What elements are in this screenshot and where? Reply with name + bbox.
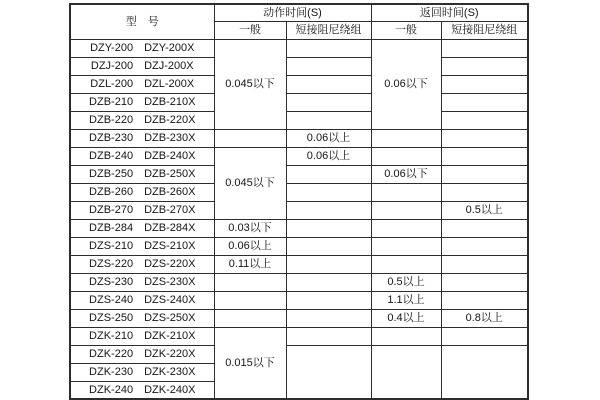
model-number: DZL-200	[90, 77, 134, 90]
table-row	[70, 111, 528, 129]
return-damped-cell	[441, 219, 528, 237]
model-cell	[70, 39, 214, 57]
model-number-x-variant: DZS-220X	[144, 257, 196, 270]
header-model: 型 号	[70, 4, 214, 39]
relay-timing-table-container	[69, 3, 529, 400]
model-number-x-variant: DZB-220X	[144, 113, 196, 126]
model-cell	[70, 345, 214, 363]
table-row	[70, 309, 528, 327]
model-cell	[70, 291, 214, 309]
return-damped-cell: 0.8以上	[441, 309, 528, 327]
action-damped-cell	[286, 273, 371, 291]
header-return-damped-winding: 短接阻尼绕组	[441, 21, 528, 39]
header-return-time-group: 返回时间(S)	[371, 4, 528, 21]
model-number-x-variant: DZS-250X	[144, 311, 196, 324]
header-action-damped-winding: 短接阻尼绕组	[286, 21, 371, 39]
return-general-cell	[371, 255, 441, 273]
return-damped-cell	[441, 327, 528, 345]
model-cell	[70, 57, 214, 75]
model-number: DZS-240	[89, 293, 134, 306]
table-row	[70, 147, 528, 165]
return-general-cell	[371, 201, 441, 219]
model-number: DZS-210	[89, 239, 134, 252]
action-damped-cell	[286, 39, 371, 57]
action-damped-cell	[286, 75, 371, 93]
model-cell	[70, 273, 214, 291]
model-cell	[70, 237, 214, 255]
model-number-x-variant: DZL-200X	[144, 77, 195, 90]
action-general-cell: 0.045以下	[214, 147, 286, 219]
table-row	[70, 129, 528, 147]
return-damped-cell	[441, 147, 528, 165]
model-number-x-variant: DZK-230X	[144, 365, 196, 378]
relay-timing-spec-table	[69, 3, 529, 400]
return-damped-cell	[441, 129, 528, 147]
model-number: DZK-220	[89, 347, 134, 360]
action-damped-cell	[286, 291, 371, 309]
header-action-general: 一般	[214, 21, 286, 39]
action-damped-cell	[286, 219, 371, 237]
table-row	[70, 273, 528, 291]
return-general-cell: 0.4以上	[371, 309, 441, 327]
return-damped-cell	[441, 183, 528, 201]
model-number: DZB-270	[89, 203, 134, 216]
model-number: DZB-260	[89, 185, 134, 198]
table-row	[70, 219, 528, 237]
return-damped-cell	[441, 273, 528, 291]
model-cell	[70, 147, 214, 165]
model-number-x-variant: DZB-270X	[144, 203, 196, 216]
action-damped-cell	[286, 237, 371, 255]
model-number: DZS-230	[89, 275, 134, 288]
model-number: DZK-240	[89, 383, 134, 396]
return-damped-cell	[441, 93, 528, 111]
return-general-cell	[371, 147, 441, 165]
return-damped-cell: 0.5以上	[441, 201, 528, 219]
model-number: DZB-210	[89, 95, 134, 108]
model-number-x-variant: DZB-284X	[144, 221, 196, 234]
table-row	[70, 255, 528, 273]
model-number: DZS-250	[89, 311, 134, 324]
model-number-x-variant: DZB-210X	[144, 95, 196, 108]
return-damped-cell	[441, 75, 528, 93]
model-number-x-variant: DZS-240X	[144, 293, 196, 306]
model-number-x-variant: DZB-240X	[144, 149, 196, 162]
model-cell	[70, 165, 214, 183]
model-cell	[70, 93, 214, 111]
model-number: DZB-220	[89, 113, 134, 126]
return-damped-cell	[441, 237, 528, 255]
return-damped-cell	[441, 165, 528, 183]
action-damped-cell	[286, 327, 371, 345]
model-number: DZB-284	[89, 221, 134, 234]
return-general-cell: 0.06以下	[371, 39, 441, 129]
model-number-x-variant: DZK-210X	[144, 329, 196, 342]
return-general-cell	[371, 183, 441, 201]
model-number: DZJ-200	[90, 59, 134, 72]
table-row	[70, 93, 528, 111]
return-damped-cell	[441, 57, 528, 75]
header-action-time-group: 动作时间(S)	[214, 4, 371, 21]
action-damped-cell: 0.06以上	[286, 147, 371, 165]
action-damped-cell	[286, 93, 371, 111]
return-general-cell	[371, 327, 441, 345]
model-number-x-variant: DZS-230X	[144, 275, 196, 288]
model-number-x-variant: DZY-200X	[144, 41, 195, 54]
action-damped-cell	[286, 255, 371, 273]
table-row	[70, 75, 528, 93]
model-cell	[70, 183, 214, 201]
action-general-cell	[214, 273, 286, 291]
return-general-cell: 0.06以下	[371, 165, 441, 183]
model-number: DZB-240	[89, 149, 134, 162]
model-cell	[70, 363, 214, 381]
return-damped-cell	[441, 111, 528, 129]
model-cell	[70, 111, 214, 129]
action-general-cell: 0.11以上	[214, 255, 286, 273]
action-damped-cell: 0.06以上	[286, 129, 371, 147]
return-damped-cell	[441, 291, 528, 309]
action-damped-cell	[286, 111, 371, 129]
action-general-cell: 0.045以下	[214, 39, 286, 129]
action-general-cell	[214, 291, 286, 309]
return-general-cell: 0.5以上	[371, 273, 441, 291]
action-general-cell: 0.03以下	[214, 219, 286, 237]
model-number-x-variant: DZB-250X	[144, 167, 196, 180]
model-number: DZB-250	[89, 167, 134, 180]
table-row	[70, 201, 528, 219]
action-general-cell	[214, 309, 286, 327]
return-general-cell	[371, 129, 441, 147]
action-general-cell: 0.06以上	[214, 237, 286, 255]
model-cell	[70, 255, 214, 273]
action-damped-cell	[286, 165, 371, 183]
model-cell	[70, 201, 214, 219]
action-general-cell	[214, 129, 286, 147]
model-cell	[70, 309, 214, 327]
model-number-x-variant: DZB-260X	[144, 185, 196, 198]
action-damped-cell	[286, 345, 371, 399]
model-number: DZB-230	[89, 131, 134, 144]
header-return-general: 一般	[371, 21, 441, 39]
table-row	[70, 345, 528, 363]
table-row	[70, 39, 528, 57]
return-general-cell: 1.1以上	[371, 291, 441, 309]
return-damped-cell	[441, 39, 528, 57]
action-damped-cell	[286, 183, 371, 201]
return-damped-cell	[441, 345, 528, 399]
action-damped-cell	[286, 309, 371, 327]
return-general-cell	[371, 237, 441, 255]
table-row	[70, 237, 528, 255]
return-general-cell	[371, 219, 441, 237]
action-damped-cell	[286, 201, 371, 219]
model-number-x-variant: DZS-210X	[144, 239, 196, 252]
table-row	[70, 183, 528, 201]
table-row	[70, 57, 528, 75]
model-number: DZK-230	[89, 365, 134, 378]
model-number-x-variant: DZK-220X	[144, 347, 196, 360]
return-general-cell	[371, 345, 441, 399]
model-cell	[70, 219, 214, 237]
model-number: DZY-200	[90, 41, 134, 54]
return-damped-cell	[441, 255, 528, 273]
action-general-cell: 0.015以下	[214, 327, 286, 399]
table-row	[70, 327, 528, 345]
model-number: DZS-220	[89, 257, 134, 270]
model-cell	[70, 129, 214, 147]
table-row	[70, 165, 528, 183]
model-number-x-variant: DZB-230X	[144, 131, 196, 144]
model-cell	[70, 381, 214, 399]
model-number: DZK-210	[89, 329, 134, 342]
action-damped-cell	[286, 57, 371, 75]
model-number-x-variant: DZK-240X	[144, 383, 196, 396]
table-row	[70, 291, 528, 309]
model-number-x-variant: DZJ-200X	[144, 59, 194, 72]
model-cell	[70, 75, 214, 93]
model-cell	[70, 327, 214, 345]
